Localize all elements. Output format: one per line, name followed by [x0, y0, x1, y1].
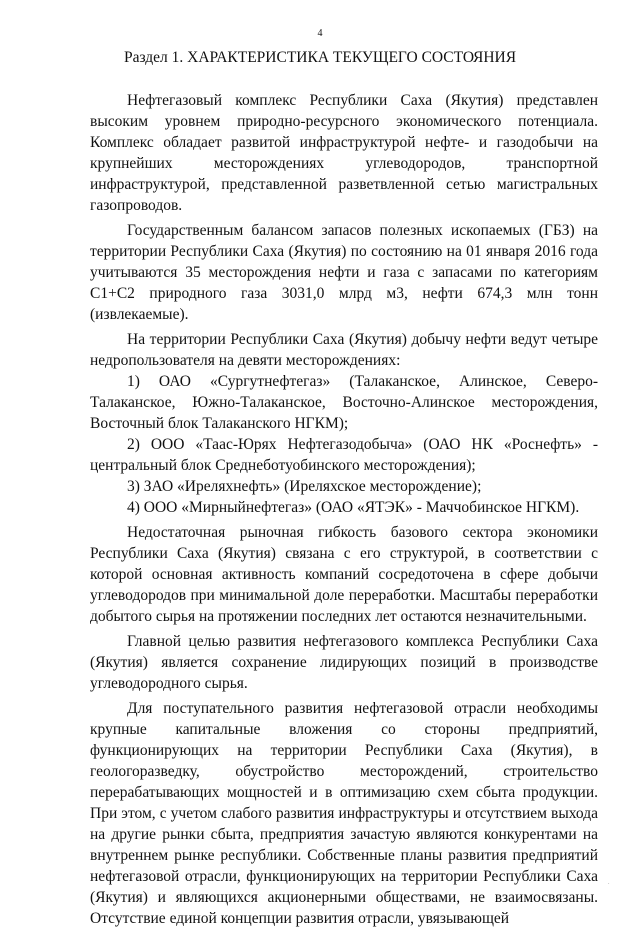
paragraph-nefte-complex: Нефтегазовый комплекс Республики Саха (Якутия) представлен высоким уровнем природно-ресурсного экономического потенциала. Комплекс обладает развитой инфраструктурой нефте- и газодобычи на крупнейших месторождениях углеводородов, транспортной инфраструктурой, представленной разветвленной сетью магистральных газопроводов.: [90, 92, 598, 214]
list-item-irelyakhneft: 3) ЗАО «Иреляхнефть» (Иреляхское месторождение);: [127, 478, 482, 495]
list-item-mirnyneftegaz: 4) ООО «Мирныйнефтегаз» (ОАО «ЯТЭК» - Маччобинское НГКМ).: [127, 499, 580, 516]
list-item-taas-yuryakh: 2) ООО «Таас-Юрях Нефтегазодобыча» (ОАО НК «Роснефть» - центральный блок Среднеботуобинского месторождения);: [90, 436, 598, 474]
list-item-surgutneftegaz: 1) ОАО «Сургутнефтегаз» (Талаканское, Алинское, Северо-Талаканское, Южно-Талаканское, Восточно-Алинское месторождения, Восточный блок Талаканского НГКМ);: [90, 373, 598, 432]
page-number: 4: [317, 28, 323, 39]
paragraph-gbz-reserves: Государственным балансом запасов полезных ископаемых (ГБЗ) на территории Республики Саха (Якутия) по состоянию на 01 января 2016 года учитываются 35 месторождения нефти и газа с запасами по категориям С1+С2 природного газа 3031,0 млрд м3, нефти 674,3 млн тонн (извлекаемые).: [90, 222, 598, 323]
scan-speck: .: [608, 880, 610, 886]
body-text: [90, 90, 598, 929]
paragraph-main-goal: Главной целью развития нефтегазового комплекса Республики Саха (Якутия) является сохранение лидирующих позиций в производстве углеводородного сырья.: [90, 633, 598, 692]
paragraph-capital-investment: Для поступательного развития нефтегазовой отрасли необходимы крупные капитальные вложения со стороны предприятий, функционирующих на территории Республики Саха (Якутия), в геологоразведку, обустройство месторождений, строительство перерабатывающих мощностей и в оптимизацию схем сбыта продукции. При этом, с учетом слабого развития инфраструктуры и отсутствием выхода на другие рынки сбыта, предприятия зачастую являются конкурентами на внутреннем рынке республики. Собственные планы развития предприятий нефтегазовой отрасли, функционирующих на территории Республики Саха (Якутия) и являющихся акционерными обществами, не взаимосвязаны. Отсутствие единой концепции развития отрасли, увязывающей: [90, 700, 598, 927]
paragraph-market-flexibility: Недостаточная рыночная гибкость базового сектора экономики Республики Саха (Якутия) связана с его структурой, в соответствии с которой основная активность компаний сосредоточена в сфере добычи углеводородов при минимальной доле переработки. Масштабы переработки добытого сырья на протяжении последних лет остаются незначительными.: [90, 524, 598, 625]
section-heading: Раздел 1. ХАРАКТЕРИСТИКА ТЕКУЩЕГО СОСТОЯНИЯ: [123, 49, 517, 66]
paragraph-subsoil-users: На территории Республики Саха (Якутия) добычу нефти ведут четыре недропользователя на девяти месторождениях:: [90, 331, 598, 369]
